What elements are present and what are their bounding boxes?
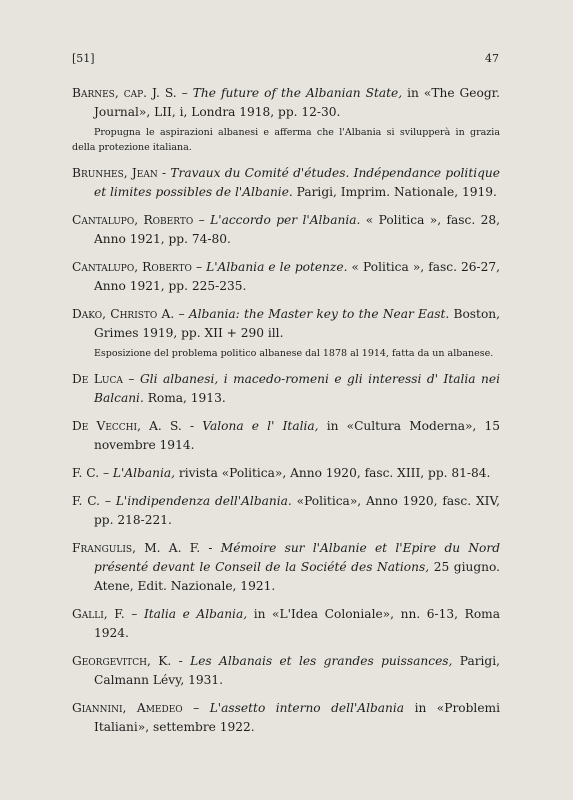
entry-title: Les Albanais et les grandes puissances,: [190, 654, 453, 668]
entry-author: Cantalupo, Roberto: [72, 213, 194, 227]
entry-separator: -: [171, 654, 191, 668]
entry-separator: –: [193, 213, 211, 227]
entry-details: 25 giugno. Atene, Edit. Nazionale, 1921.: [94, 560, 500, 593]
entry-title: L'indipendenza dell'Albania.: [115, 494, 292, 508]
page-number: 47: [485, 52, 499, 65]
bibliography-entry: [72, 84, 500, 122]
entry-details: in «Cultura Moderna», 15 novembre 1914.: [94, 419, 500, 452]
entry-details: in «Problemi Italiani», settembre 1922.: [94, 701, 500, 734]
entry-title: Mémoire sur l'Albanie et l'Epire du Nord présenté devant le Conseil de la Société des Nations,: [94, 541, 500, 574]
bibliography-entry: [72, 492, 500, 530]
entry-author: Brunhes, Jean: [72, 166, 158, 180]
bibliography-entry: [72, 605, 500, 643]
entry-title: Albania: the Master key to the Near East.: [188, 307, 450, 321]
entry-title: L'assetto interno dell'Albania: [209, 701, 405, 715]
entry-details: «Politica», Anno 1920, fasc. XIV, pp. 218-221.: [94, 494, 500, 527]
bibliography-entry: [72, 464, 500, 483]
entry-details: in «The Geogr. Journal», LII, i, Londra 1918, pp. 12-30.: [94, 86, 500, 119]
bibliography-entry: [72, 539, 500, 596]
entry-separator: –: [176, 86, 193, 100]
entry-author: Dako, Christo A.: [72, 307, 175, 321]
entry-separator: –: [124, 607, 144, 621]
entry-separator: -: [200, 541, 221, 555]
entry-title: L'Albania,: [112, 466, 176, 480]
entry-annotation: Propugna le aspirazioni albanesi e afferma che l'Albania si svilupperà in grazia della protezione italiana.: [72, 127, 500, 153]
bibliography-entry: [72, 211, 500, 249]
bibliography-entry: [72, 370, 500, 408]
entry-separator: –: [182, 701, 210, 715]
entry-author: F. C.: [72, 466, 100, 480]
entry-author: F. C.: [72, 494, 101, 508]
entry-author: De Luca: [72, 372, 123, 386]
entry-author: De Vecchi, A. S.: [72, 419, 182, 433]
entry-details: Parigi, Imprim. Nationale, 1919.: [292, 185, 497, 199]
entry-title: The future of the Albanian State,: [192, 86, 403, 100]
entry-title: L'accordo per l'Albania.: [210, 213, 361, 227]
entry-title: Travaux du Comité d'études. Indépendance politique et limites possibles de l'Albanie.: [94, 166, 500, 199]
entry-separator: –: [99, 466, 113, 480]
page-header: [72, 52, 499, 70]
entry-author: Frangulis, M. A. F.: [72, 541, 201, 555]
entry-separator: -: [157, 166, 171, 180]
entry-separator: –: [100, 494, 116, 508]
entry-title: L'Albania e le potenze.: [206, 260, 348, 274]
bibliography-entry: [72, 652, 500, 690]
entry-separator: –: [122, 372, 140, 386]
entry-separator: -: [181, 419, 203, 433]
entry-author: Georgevitch, K.: [72, 654, 172, 668]
entry-title: Valona e l' Italia,: [202, 419, 319, 433]
entry-details: rivista «Politica», Anno 1920, fasc. XIII, pp. 81-84.: [175, 466, 491, 480]
bibliography-entry: [72, 699, 500, 737]
bibliography-entry: [72, 417, 500, 455]
entry-annotation: Esposizione del problema politico albanese dal 1878 al 1914, fatta da un albanese.: [94, 348, 494, 359]
entry-separator: –: [191, 260, 207, 274]
entry-title: Gli albanesi, i macedo-romeni e gli interessi d' Italia nei Balcani.: [94, 372, 501, 405]
section-marker: [51]: [72, 52, 95, 65]
bibliography-list: [72, 84, 500, 746]
bibliography-entry: [72, 164, 500, 202]
entry-title: Italia e Albania,: [143, 607, 248, 621]
bibliography-entry: [72, 305, 500, 343]
entry-details: « Politica », fasc. 26-27, Anno 1921, pp. 225-235.: [94, 260, 501, 293]
entry-details: in «L'Idea Coloniale», nn. 6-13, Roma 1924.: [94, 607, 500, 640]
entry-author: Galli, F.: [72, 607, 125, 621]
entry-details: Boston, Grimes 1919, pp. XII + 290 ill.: [94, 307, 501, 340]
entry-details: Roma, 1913.: [143, 391, 226, 405]
entry-author: Cantalupo, Roberto: [72, 260, 192, 274]
bibliography-entry: [72, 258, 500, 296]
entry-details: Parigi, Calmann Lévy, 1931.: [94, 654, 501, 687]
entry-author: Barnes, cap. J. S.: [72, 86, 177, 100]
entry-separator: –: [174, 307, 189, 321]
entry-details: « Politica », fasc. 28, Anno 1921, pp. 74-80.: [94, 213, 501, 246]
entry-author: Giannini, Amedeo: [72, 701, 183, 715]
